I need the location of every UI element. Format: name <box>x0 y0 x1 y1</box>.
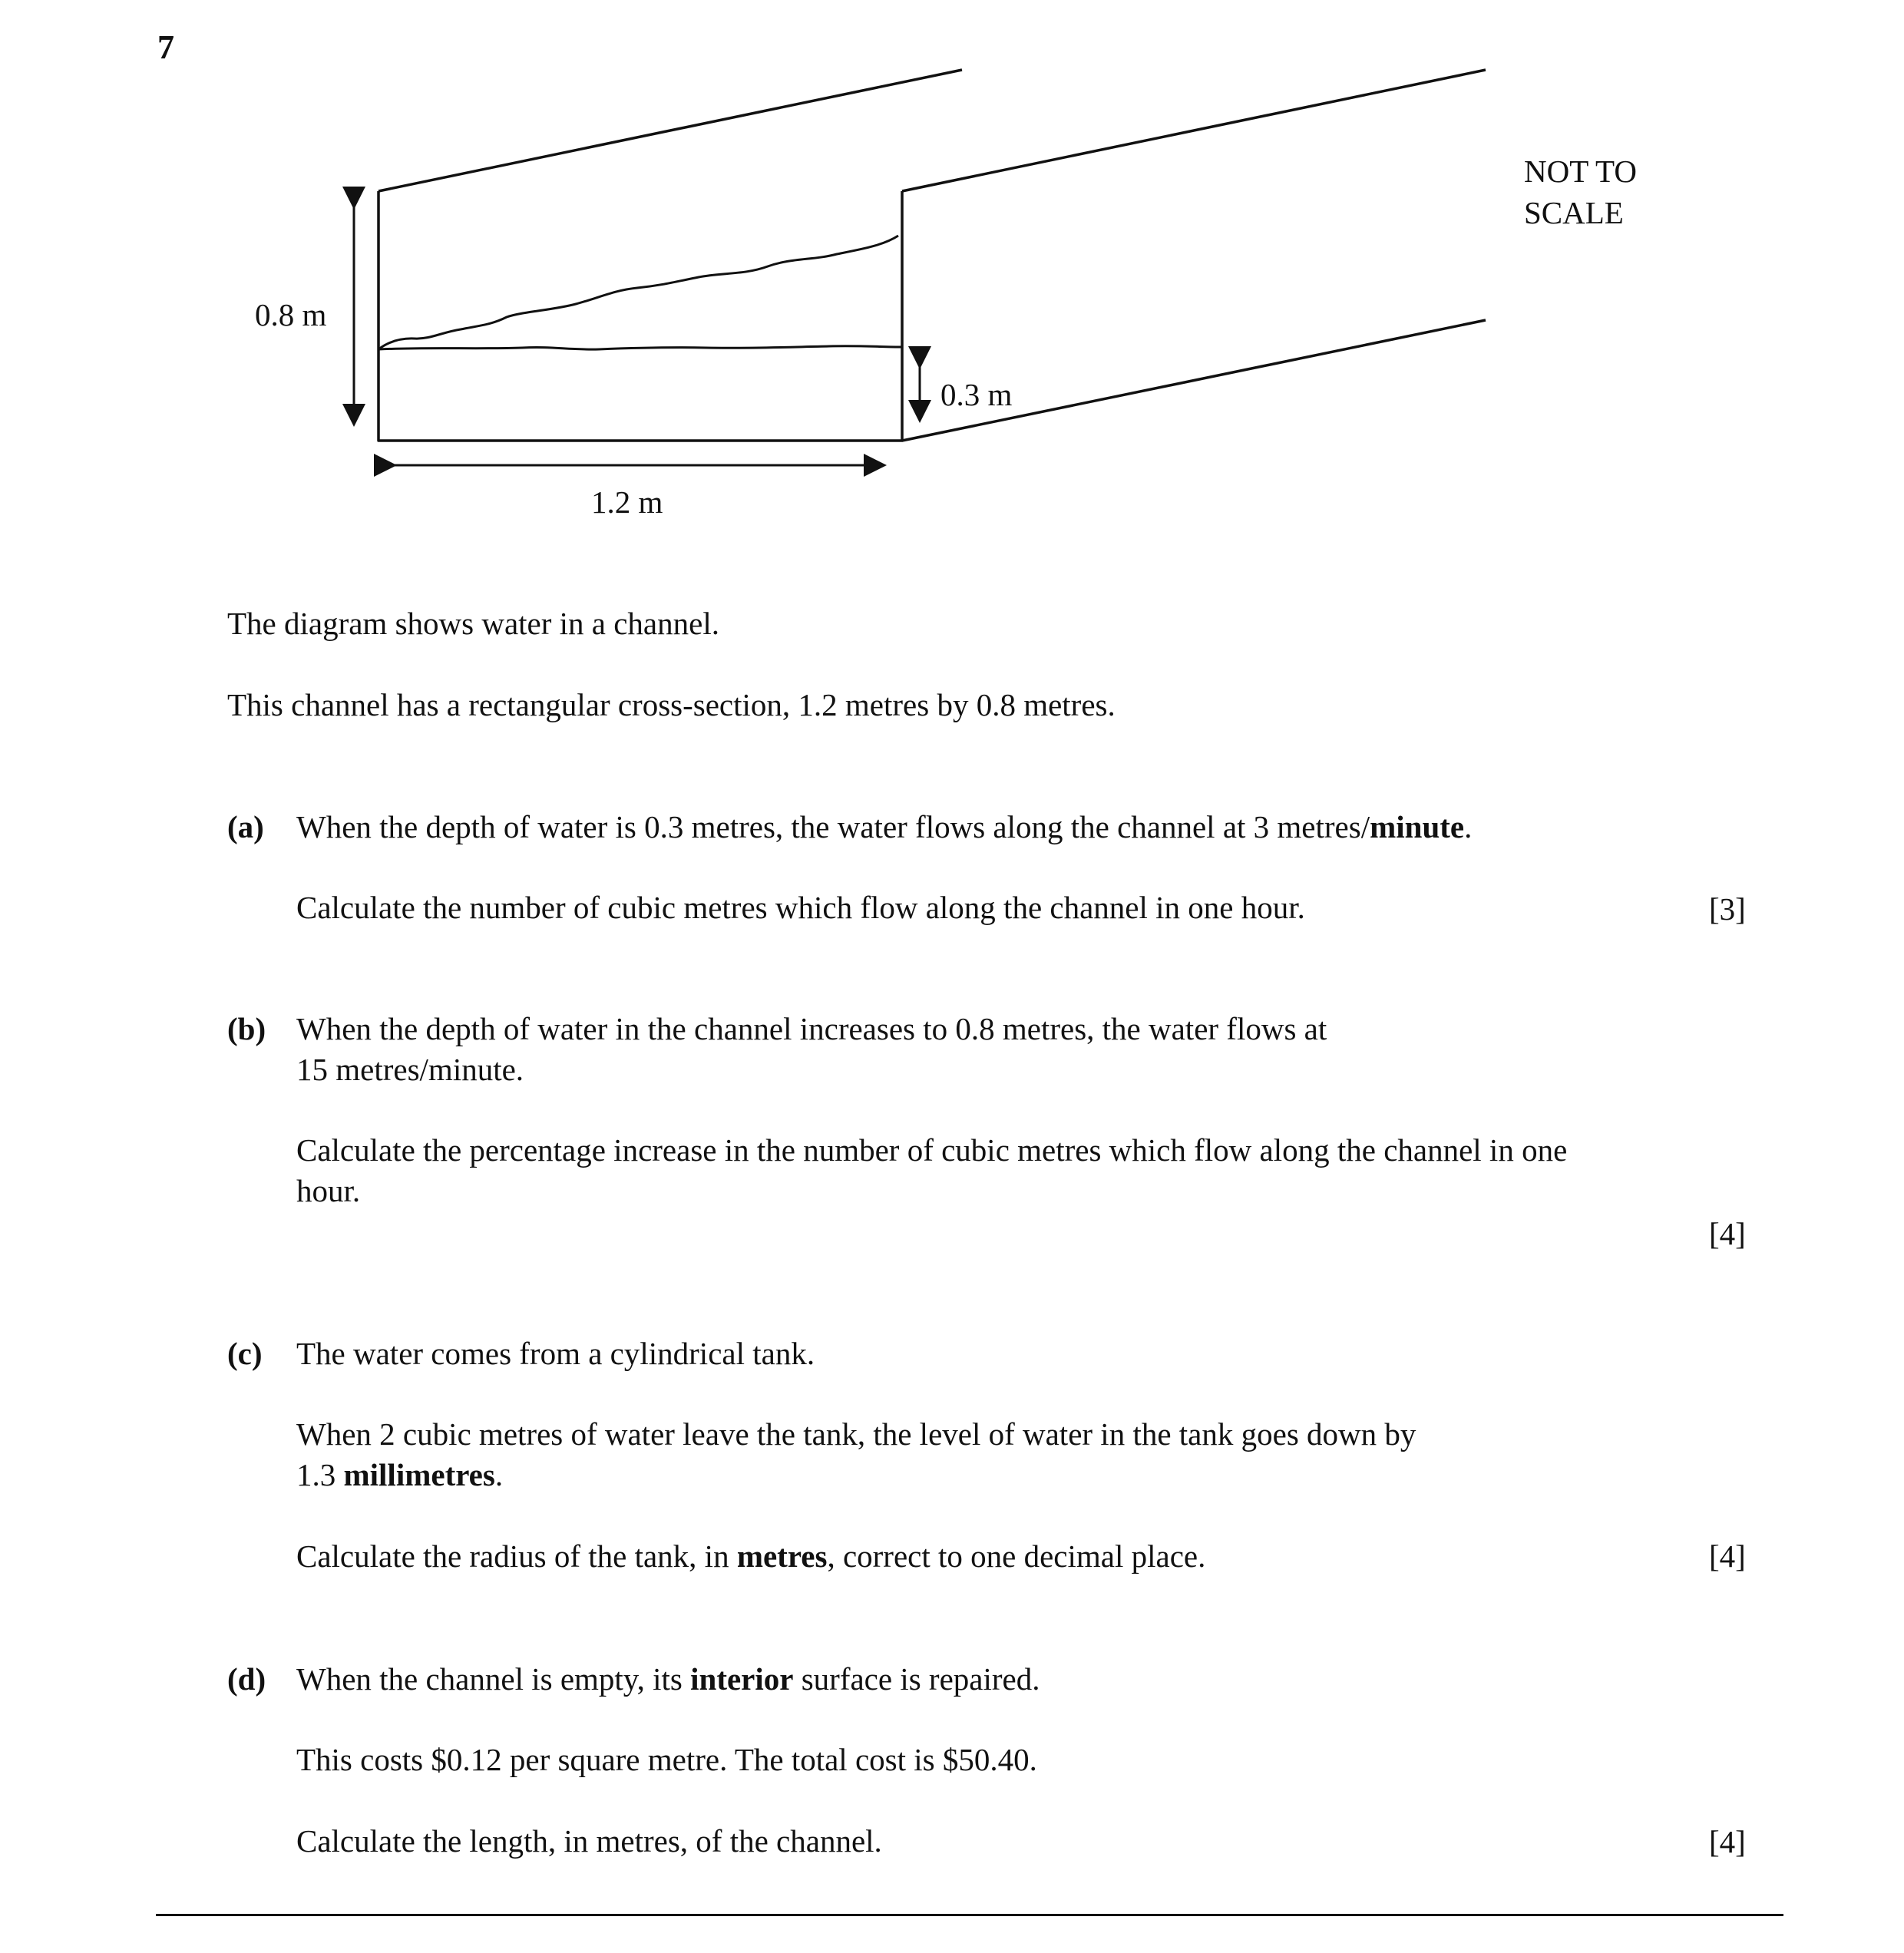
part-b-label: (b) <box>227 1011 266 1046</box>
height-label: 0.8 m <box>255 297 327 332</box>
left-top-edge <box>378 70 962 191</box>
scale-note-line2: SCALE <box>1524 195 1624 230</box>
front-cross-section <box>378 191 902 441</box>
part-d-instruction: Calculate the length, in metres, of the channel. <box>296 1823 882 1859</box>
bottom-rule <box>156 1914 1783 1916</box>
part-b-line2: 15 metres/minute. <box>296 1052 524 1087</box>
part-d-line1: When the channel is empty, its interior surface is repaired. <box>296 1661 1040 1697</box>
question-number: 7 <box>157 28 174 66</box>
part-c-line2: When 2 cubic metres of water leave the tank, the level of water in the tank goes down by <box>296 1416 1416 1452</box>
water-surface-front <box>378 346 902 349</box>
right-top-edge <box>902 70 1486 191</box>
channel-diagram <box>0 0 1904 553</box>
part-c-line3: 1.3 millimetres. <box>296 1457 504 1492</box>
part-a-marks: [3] <box>1709 891 1746 927</box>
depth-label: 0.3 m <box>940 377 1013 412</box>
part-d-line2: This costs $0.12 per square metre. The total cost is $50.40. <box>296 1742 1037 1777</box>
part-d-label: (d) <box>227 1661 266 1697</box>
part-c-label: (c) <box>227 1336 263 1371</box>
part-a-label: (a) <box>227 809 264 844</box>
intro-line2: This channel has a rectangular cross-section, 1.2 metres by 0.8 metres. <box>227 687 1116 722</box>
part-a-instruction: Calculate the number of cubic metres which flow along the channel in one hour. <box>296 890 1305 925</box>
water-surface-back <box>378 236 898 349</box>
scale-note-line1: NOT TO <box>1524 154 1637 189</box>
intro-line1: The diagram shows water in a channel. <box>227 606 719 641</box>
part-b-instruction-line1: Calculate the percentage increase in the number of cubic metres which flow along the channel in one <box>296 1132 1568 1168</box>
part-c-marks: [4] <box>1709 1538 1746 1574</box>
part-b-line1: When the depth of water in the channel increases to 0.8 metres, the water flows at <box>296 1011 1327 1046</box>
width-label: 1.2 m <box>591 484 663 520</box>
part-b-marks: [4] <box>1709 1216 1746 1251</box>
part-a-line1: When the depth of water is 0.3 metres, the water flows along the channel at 3 metres/minute. <box>296 809 1473 844</box>
part-b-instruction-line2: hour. <box>296 1173 361 1208</box>
part-d-marks: [4] <box>1709 1824 1746 1859</box>
part-c-instruction: Calculate the radius of the tank, in metres, correct to one decimal place. <box>296 1538 1206 1574</box>
part-c-line1: The water comes from a cylindrical tank. <box>296 1336 815 1371</box>
